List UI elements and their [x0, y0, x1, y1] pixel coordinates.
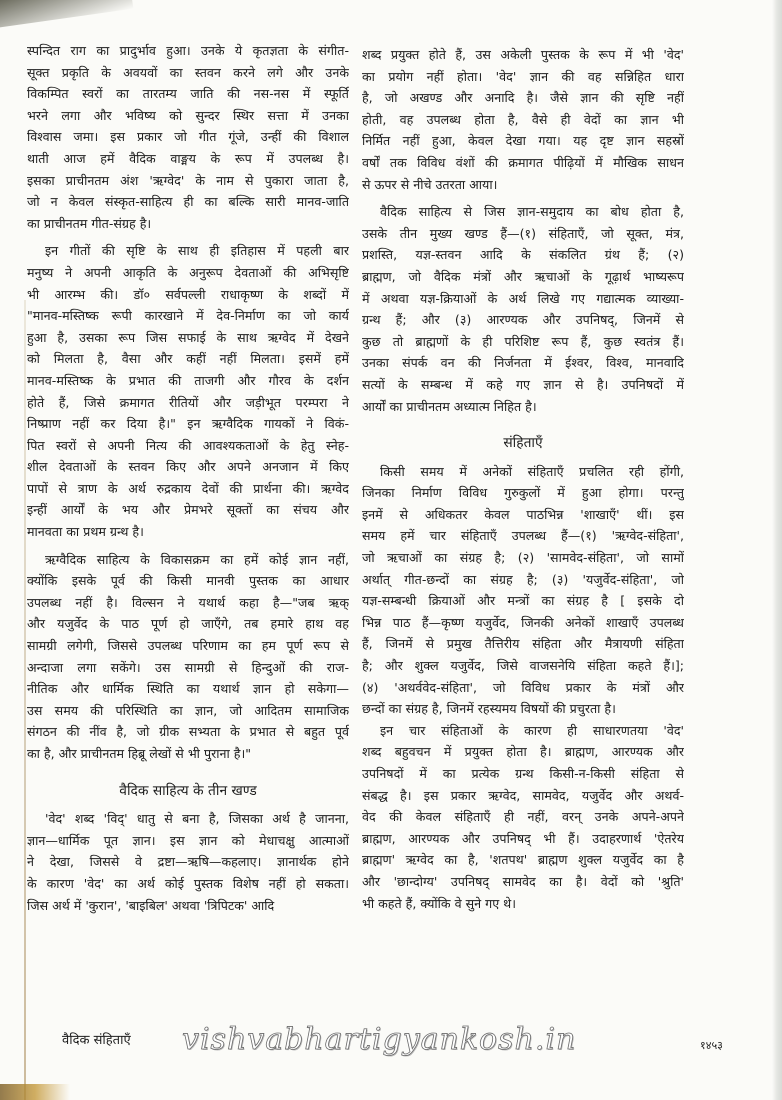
- text-line: सामग्री लगेगी, जिससे उपलब्ध परिणाम का हम पूर्ण रूप से: [27, 638, 349, 654]
- text-line: जो ऋचाओं का संग्रह है; (२) 'सामवेद-संहिता', जो सामों: [362, 550, 684, 566]
- text-line: होते हैं, जिसे क्रमागत रीतियों और जड़ीभूत परम्परा ने: [27, 394, 349, 410]
- text-line: विश्वास जमा। इस प्रकार जो गीत गूंजे, उन्हीं की विशाल: [27, 129, 349, 145]
- paragraph: [362, 201, 684, 417]
- text-line: है; और शुक्ल यजुर्वेद, जिसे वाजसनेयि संहिता कहते हैं।];: [362, 658, 684, 674]
- text-line: सत्यों के सम्बन्ध में कहे गए ज्ञान से है। उपनिषदों में: [362, 376, 684, 392]
- text-line: ग्रन्थ हैं; और (३) आरण्यक और उपनिषद्, जिनमें से: [362, 312, 684, 328]
- text-line: ब्राह्मण, आरण्यक और उपनिषद् भी हैं। उदाहरणार्थ 'ऐतरेय: [362, 830, 684, 846]
- paragraph: [27, 240, 349, 542]
- text-line: शब्द प्रयुक्त होते हैं, उस अकेली पुस्तक के रूप में भी 'वेद': [362, 47, 684, 62]
- text-line: वैदिक साहित्य से जिस ज्ञान-समुदाय का बोध होता है,: [380, 204, 684, 220]
- text-line: संगठन की नींव है, जो ग्रीक सभ्यता के प्रभात से बहुत पूर्व: [27, 724, 349, 740]
- text-line: छन्दों का संग्रह है, जिनमें रहस्यमय विषयों की प्रचुरता है।: [362, 701, 616, 717]
- text-line: भिन्न पाठ हैं—कृष्ण यजुर्वेद, जिनकी अनेकों शाखाएँ उपलब्ध: [362, 614, 684, 630]
- text-line: उपनिषदों में का प्रत्येक ग्रन्थ किसी-न-किसी संहिता से: [362, 766, 684, 781]
- text-line: "मानव-मस्तिष्क रूपी कारखाने में देव-निर्माण का जो कार्य: [27, 308, 349, 324]
- text-line: से ऊपर से नीचे उतरता आया।: [362, 176, 498, 192]
- paragraph: [362, 720, 684, 914]
- text-line: इन्हीं आर्यों के भय और प्रेमभरे सूक्तों का संचय और: [27, 502, 349, 518]
- text-line: उसके तीन मुख्य खण्ड हैं—(१) संहिताएँ, जो सूक्त, मंत्र,: [362, 225, 684, 241]
- text-line: मानवता का प्रथम ग्रन्थ है।: [27, 524, 144, 540]
- text-line: पापों से त्राण के अर्थ रुद्रकाय देवों की प्रार्थना की। ऋग्वेद: [27, 480, 349, 496]
- text-line: निर्मित नहीं हुआ, केवल देखा गया। यह दृष्ट ज्ञान सहस्रों: [362, 133, 684, 149]
- text-line: कुछ तो ब्राह्मणों के ही परिशिष्ट रूप हैं, कुछ स्वतंत्र हैं।: [362, 333, 684, 349]
- left-column: [27, 40, 349, 916]
- text-line: 'वेद' शब्द 'विद्' धातु से बना है, जिसका अर्थ है जानना,: [45, 811, 349, 827]
- text-line: ने देखा, जिससे वे द्रष्टा—ऋषि—कहलाए। ज्ञानार्थक होने: [27, 854, 349, 870]
- section-heading: संहिताएँ: [503, 435, 543, 452]
- text-line: नीतिक और धार्मिक स्थिति का यथार्थ ज्ञान हो सकेगा—: [27, 681, 349, 697]
- text-line: है, जो अखण्ड और अनादि है। जैसे ज्ञान की सृष्टि नहीं: [362, 90, 684, 106]
- running-title: वैदिक संहिताएँ: [62, 1033, 131, 1048]
- text-line: मानव-मस्तिष्क के प्रभात की ताजगी और गौरव के दर्शन: [27, 372, 349, 388]
- text-line: भरने लगा और भविष्य को सुन्दर स्थिर सत्ता में उनका: [27, 107, 349, 123]
- text-line: वर्षों तक विविध वंशों की क्रमागत पीढ़ियों में मौखिक साधन: [362, 154, 684, 170]
- text-line: इन गीतों की सृष्टि के साथ ही इतिहास में पहली बार: [45, 243, 349, 259]
- text-line: निष्प्राण नहीं कर दिया है।" इन ऋग्वैदिक गायकों ने विकं-: [27, 416, 349, 432]
- text-line: भी आरम्भ की। डॉ० सर्वपल्ली राधाकृष्ण के शब्दों में: [27, 286, 349, 302]
- text-line: इनमें से अधिकतर केवल पाठभिन्न 'शाखाएँ' थीं। इस: [362, 506, 684, 522]
- page-number: १४५३: [700, 1039, 723, 1052]
- page-edge: [772, 0, 782, 1100]
- text-line: हुआ है, उसका रूप जिस सफाई के साथ ऋग्वेद में देखने: [27, 329, 349, 345]
- text-line: का प्राचीनतम गीत-संग्रह है।: [27, 215, 152, 231]
- text-line: शील देवताओं के स्तवन किए और अपने अनजान में किए: [27, 459, 349, 475]
- page-shadow: [0, 0, 133, 31]
- text-line: ऋग्वैदिक साहित्य के विकासक्रम का हमें कोई ज्ञान नहीं,: [45, 551, 349, 567]
- paragraph: [27, 808, 349, 916]
- text-line: वेद की केवल संहिताएँ ही नहीं, वरन् उनके अपने-अपने: [362, 809, 684, 825]
- watermark: vishvabhartigyankosh.in: [182, 1022, 577, 1057]
- text-line: (४) 'अथर्ववेद-संहिता', जो विविध प्रकार के मंत्रों और: [362, 679, 684, 695]
- text-line: अर्थात् गीत-छन्दों का संग्रह है; (३) 'यजुर्वेद-संहिता', जो: [362, 571, 684, 587]
- text-line: क्योंकि इसके पूर्व की किसी मानवी पुस्तक का आधार: [27, 573, 349, 589]
- text-line: का है, और प्राचीनतम हिब्रू लेखों से भी पुराना है।": [27, 746, 252, 761]
- text-line: के कारण 'वेद' का अर्थ कोई पुस्तक विशेष नहीं हो सकता।: [27, 875, 349, 891]
- text-line: भी कहते हैं, क्योंकि वे सुने गए थे।: [362, 895, 516, 911]
- text-line: थाती आज हमें वैदिक वाङ्मय के रूप में उपलब्ध है।: [27, 150, 349, 166]
- text-line: सूक्त प्रकृति के अवयवों का स्तवन करने लगे और उनके: [27, 64, 349, 80]
- text-line: समय हमें चार संहिताएँ उपलब्ध हैं—(१) 'ऋग्वेद-संहिता',: [362, 528, 684, 544]
- text-line: ब्राह्मण' ऋग्वेद का है, 'शतपथ' ब्राह्मण शुक्ल यजुर्वेद का है: [362, 852, 684, 868]
- text-line: उस समय की परिस्थिति का ज्ञान, जो आदितम सामाजिक: [27, 702, 349, 718]
- paragraph: [27, 40, 349, 234]
- text-line: होती, वह उपलब्ध होता है, वैसे ही वेदों का ज्ञान भी: [362, 111, 684, 127]
- text-line: का प्रयोग नहीं होता। 'वेद' ज्ञान की वह सन्निहित धारा: [362, 68, 684, 84]
- text-line: ब्राह्मण, जो वैदिक मंत्रों और ऋचाओं के गूढ़ार्थ भाष्यरूप: [362, 268, 684, 284]
- section-heading: वैदिक साहित्य के तीन खण्ड: [119, 782, 257, 799]
- text-line: इसका प्राचीनतम अंश 'ऋग्वेद' के नाम से पुकारा जाता है,: [27, 172, 349, 188]
- text-line: अन्दाजा लगा सकेंगे। उस सामग्री से हिन्दुओं की राज-: [27, 659, 349, 675]
- text-line: जो न केवल संस्कृत-साहित्य ही का बल्कि सारी मानव-जाति: [27, 194, 349, 210]
- text-line: यज्ञ-सम्बन्धी क्रियाओं और मन्त्रों का संग्रह है [ इसके दो: [362, 593, 684, 609]
- text-line: में अथवा यज्ञ-क्रियाओं के अर्थ लिखे गए गद्यात्मक व्याख्या-: [362, 290, 684, 306]
- text-line: आर्यों का प्राचीनतम अध्यात्म निहित है।: [362, 398, 537, 414]
- page-fold: [24, 300, 26, 1100]
- text-line: मनुष्य ने अपनी आकृति के अनुरूप देवताओं की अभिसृष्टि: [27, 264, 349, 280]
- text-line: शब्द बहुवचन में प्रयुक्त होता है। ब्राह्मण, आरण्यक और: [362, 744, 684, 760]
- text-line: और यजुर्वेद के पाठ पूर्ण हो जाएँगे, तब हमारे हाथ वह: [27, 616, 349, 632]
- paragraph: [27, 549, 349, 765]
- text-line: को मिलता है, वैसा और कहीं नहीं मिलता। इसमें हमें: [27, 351, 349, 367]
- text-line: ज्ञान—धार्मिक पूत ज्ञान। इस ज्ञान को मेधाचक्षु आत्माओं: [27, 832, 349, 848]
- text-line: किसी समय में अनेकों संहिताएँ प्रचलित रही होंगी,: [380, 463, 684, 479]
- text-line: उपलब्ध नहीं है। विल्सन ने यथार्थ कहा है—"जब ऋक्: [27, 594, 349, 610]
- text-line: इन चार संहिताओं के कारण ही साधारणतया 'वेद': [380, 722, 684, 738]
- paragraph: [362, 44, 684, 195]
- page-corner: [0, 1084, 70, 1100]
- text-line: जिस अर्थ में 'कुरान', 'बाइबिल' अथवा 'त्रिपिटक' आदि: [27, 897, 275, 913]
- text-line: विकम्पित स्वरों का तारतम्य जाति की नस-नस में स्फूर्ति: [27, 86, 349, 102]
- paragraph: [362, 461, 684, 720]
- text-line: हैं, जिनमें से प्रमुख तैत्तिरीय संहिता और मैत्रायणी संहिता: [362, 636, 684, 652]
- text-line: प्रशस्ति, यज्ञ-स्तवन आदि के संकलित ग्रंथ हैं; (२): [362, 247, 684, 263]
- text-line: पित स्वरों से अपनी नित्य की आवश्यकताओं के हेतु स्नेह-: [27, 437, 349, 453]
- text-line: स्पन्दित राग का प्रादुर्भाव हुआ। उनके ये कृतज्ञता के संगीत-: [27, 43, 349, 58]
- text-line: उनका संपर्क वन की निर्जनता में ईश्वर, विश्व, मानवादि: [362, 355, 684, 371]
- text-line: संबद्ध है। इस प्रकार ऋग्वेद, सामवेद, यजुर्वेद और अथर्व-: [362, 787, 684, 803]
- text-line: जिनका निर्माण विविध गुरुकुलों में हुआ होगा। परन्तु: [362, 485, 684, 501]
- text-line: और 'छान्दोग्य' उपनिषद् सामवेद का है। वेदों को 'श्रुति': [362, 873, 684, 889]
- right-column: [362, 44, 684, 914]
